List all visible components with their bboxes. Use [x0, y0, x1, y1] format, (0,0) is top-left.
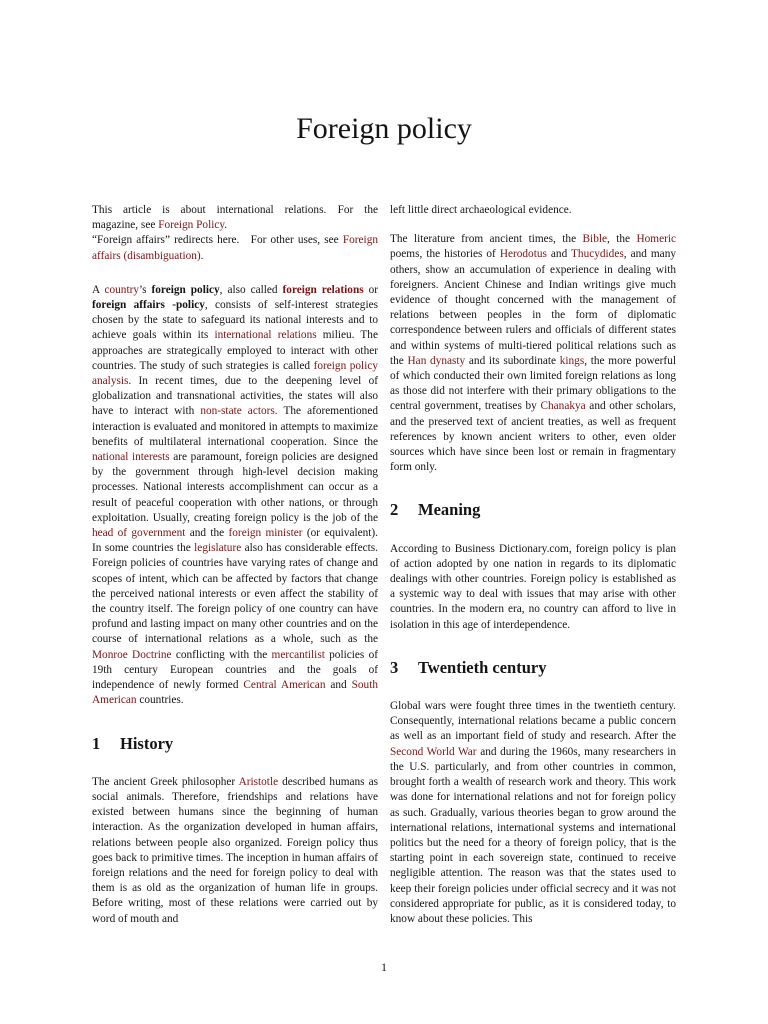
inline-link[interactable]: head of government [92, 527, 186, 540]
hatnote-redirect [92, 233, 378, 263]
inline-link[interactable]: Homeric [636, 233, 676, 246]
body-text: and during the 1960s, many researchers in the U.S. particularly, and from other countries in common, brought forth a wealth of research work and theory. This work was done for international relations and not for foreign policy as such. Gradually, various theories began to grow around the international relations, international systems and international politics but the need for a theory of foreign policy, that is the starting point in each sovereign state, continued to receive negligible attention. The reason was that the states used to keep their foreign policies under official secrecy and it was not considered appropriate for public, as it is considered today, to know about these policies. This [390, 745, 676, 925]
history-paragraph [92, 775, 378, 927]
section-heading-history [92, 733, 378, 753]
body-text: and the [185, 527, 229, 540]
body-text: conflicting with the [171, 648, 272, 661]
body-text: also has considerable effects. Foreign policies of countries have varying rates of change and scopes of intent, which can be affected by factors that change the perceived national interests or even affect the stability of the country itself. The foreign policy of one country can have profund and lasting impact on many other countries and on the course of international relations as a whole, such as the [92, 542, 378, 646]
twentieth-century-paragraph [390, 699, 676, 927]
inline-link[interactable]: Central American [243, 679, 326, 692]
inline-link[interactable]: national interests [92, 451, 170, 464]
inline-link[interactable]: Herodotus [499, 248, 547, 261]
inline-link[interactable]: foreign policy analysis [92, 359, 378, 388]
bold-term: foreign policy [151, 283, 220, 296]
hatnote-text: . [224, 219, 228, 232]
history-paragraph-continued [390, 203, 676, 218]
link-foreign-affairs-disambiguation[interactable]: Foreign affairs (disambiguation) [92, 234, 378, 262]
section-title: History [120, 733, 174, 753]
body-text: or [363, 283, 379, 296]
inline-link[interactable]: Thucydides [571, 248, 624, 261]
inline-link[interactable]: mercantilist [271, 648, 325, 661]
inline-link[interactable]: South American [92, 679, 378, 707]
body-text: A [92, 283, 105, 296]
body-text: . The aforementioned interaction is evaluated and monitored in attempts to maximize benefits of multilateral international cooperation. Since the [92, 405, 378, 448]
hatnote-text: . [200, 249, 204, 262]
hatnote-text: “Foreign affairs” redirects here. For other uses, see [92, 234, 343, 247]
intro-paragraph [92, 283, 378, 709]
link-foreign-policy-magazine[interactable]: Foreign Policy [158, 219, 225, 232]
body-text: milieu. The approaches are strategically employed to interact with other countries. The study of such strategies is called [92, 329, 378, 372]
body-text: poems, the histories of [390, 248, 500, 261]
body-text: , the [607, 233, 637, 246]
hatnote-magazine [92, 203, 378, 233]
inline-link[interactable]: Aristotle [238, 775, 279, 788]
body-text: and [325, 679, 352, 692]
body-text: (or equivalent). In some countries the [92, 527, 378, 555]
body-text: and its subordinate [465, 354, 560, 367]
section-heading-meaning [390, 500, 676, 520]
body-text: , also called [219, 283, 283, 296]
body-text: and other scholars, and the preserved text of ancient treaties, as well as frequent references by known ancient writers to other, even older sources which have since been lost or remain in fragmentary form only. [390, 400, 676, 474]
body-text: Global wars were fought three times in the twentieth century. Consequently, international relations became a public concern as well as an important field of study and research. After the [390, 700, 676, 743]
body-text: countries. [136, 694, 184, 707]
section-heading-twentieth-century [390, 657, 676, 677]
inline-link[interactable]: Bible [582, 233, 607, 246]
inline-link[interactable]: Second World War [390, 745, 477, 758]
section-number: 2 [390, 500, 399, 520]
section-title: Meaning [418, 500, 481, 520]
left-column [92, 203, 378, 927]
body-text: According to Business Dictionary.com, foreign policy is plan of action adopted by one nation in regards to its diplomatic dealings with other countries. Foreign policy is established as a systemic way to deal with issues that may arise with other countries. In the modern era, no country can afford to live in isolation in this age of interdependence. [390, 542, 676, 631]
page-number: 1 [381, 960, 387, 974]
ancient-literature-paragraph [390, 232, 676, 475]
section-number: 1 [92, 733, 101, 753]
inline-link[interactable]: Han dynasty [407, 354, 466, 367]
inline-link[interactable]: foreign minister [228, 527, 303, 540]
body-text: , the more powerful of which conducted their own limited foreign relations as long as those did not interfere with their primary obligations to the central government, treatises by [390, 354, 676, 413]
inline-link[interactable]: kings [559, 354, 585, 367]
body-text: ’s [139, 283, 152, 296]
inline-link[interactable]: country [104, 283, 140, 296]
inline-link[interactable]: foreign relations [282, 283, 364, 296]
body-text: described humans as social animals. Therefore, friendships and relations have existed between humans since the beginning of human interaction. As the organization developed in human affairs, relations between people also organized. Foreign policy thus goes back to primitive times. The inception in human affairs of foreign relations and the need for foreign policy to deal with them is as old as the organization of human life in groups. Before writing, most of these relations were carried out by word of mouth and [92, 775, 378, 925]
section-number: 3 [390, 657, 399, 677]
body-text: policies of 19th century European countries and the goals of independence of newly formed [92, 648, 378, 692]
right-column [390, 203, 676, 927]
inline-link[interactable]: international relations [214, 329, 317, 342]
body-text: The ancient Greek philosopher [92, 775, 239, 788]
page-title: Foreign policy [296, 112, 472, 145]
section-title: Twentieth century [418, 657, 547, 677]
inline-link[interactable]: legislature [194, 542, 242, 555]
body-text: The literature from ancient times, the [390, 233, 583, 246]
inline-link[interactable]: non-state actors [200, 405, 275, 418]
bold-term: foreign affairs -policy [92, 299, 205, 312]
inline-link[interactable]: Chanakya [540, 400, 586, 413]
body-text: left little direct archaeological evidence. [390, 204, 572, 216]
meaning-paragraph [390, 542, 676, 633]
body-text: are paramount, foreign policies are designed by the government through high-level decision making processes. National interests accomplishment can occur as a result of peaceful cooperation with other nations, or through exploitation. Usually, creating foreign policy is the job of the [92, 451, 378, 524]
inline-link[interactable]: Monroe Doctrine [92, 648, 172, 661]
body-text: . In recent times, due to the deepening level of globalization and transnational activities, the states will also have to interact with [92, 375, 378, 418]
body-text: , and many others, show an accumulation of experience in dealing with foreigners. Ancient Chinese and Indian writings give much evidence of thought concerned with the management of relations between peoples in the form of diplomatic correspondence between rulers and officials of different states and within systems of multi-tiered political relations such as the [390, 248, 676, 367]
body-text: , consists of self-interest strategies chosen by the state to safeguard its national interests and to achieve goals within its [92, 299, 378, 342]
body-text: and [546, 248, 572, 261]
hatnote-text: This article is about international relations. For the magazine, see [92, 204, 378, 232]
